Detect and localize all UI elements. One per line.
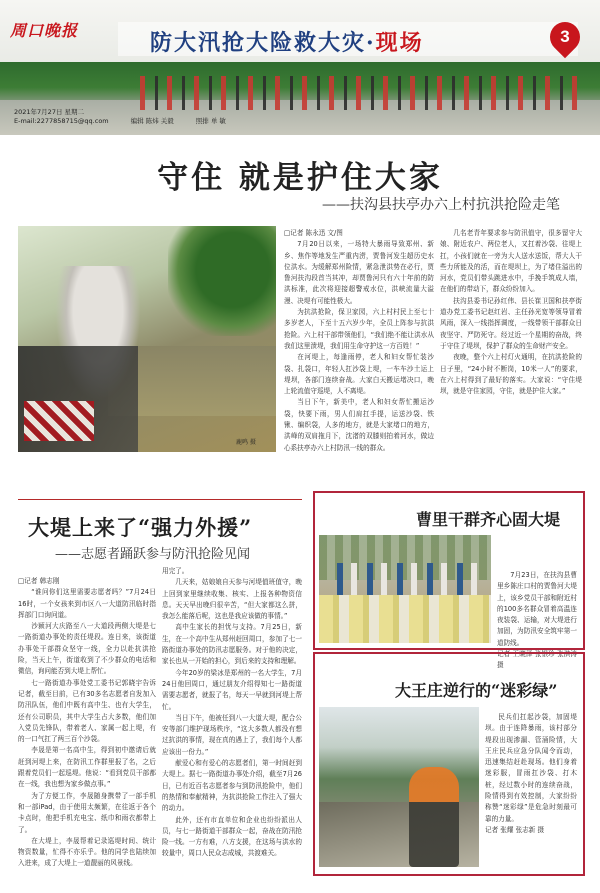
paragraph: 沙颍河大庆路至八一大道段两侧大堤是七一路街道办事处的责任堤段。连日来，该街道办事处干部群众坚守一线，全力以赴抗洪抢险，当天上午，街道收到了不少群众的电话和微信，询问能否到大堤上帮忙。 [18,622,156,676]
newspaper-logo: 周口晚报 [10,21,79,40]
email: E-mail:2277858715@qq.com [14,117,109,125]
meta-row [14,117,226,126]
lead-article-col2 [440,228,582,484]
caoli-text [497,570,577,670]
paragraph: 7月20日以来，一场特大暴雨导致郑州、新乡、焦作等地发生严重内涝，贾鲁河发生超历史水位洪水。为缓解郑州险情，紧急泄洪势在必行，贾鲁河扶沟段首当其冲，却贾鲁河只有六十年前的防洪标准，此次将迎接超警戒水位，洪峡流量大溢漫、决堤有可能性极大。 [284,240,434,305]
section-divider [18,499,302,500]
paragraph: 为抗洪抢险，保卫家园，六上村村民上至七十多岁老人，下至十五六岁少年，全员上阵参与抗洪抢险。六上村干部带领他们，“我们绝不能让洪水从我们这里溃堤，我们用生命守护这一方百姓！” [284,308,434,350]
page-header [0,0,600,135]
paragraph: 此外，还有市直单位和企业也纷纷派出人员，与七一路街道干部群众一起，奋战在防汛抢险一线。一方有难，八方支援，在这场与洪水的较量中，周口人民众志成城，共渡难关。 [162,815,302,858]
paragraph: 7月23日，在扶沟县曹里乡陈庄口村的贾鲁河大堤上，该乡党员干部和附近村的100多名群众冒着高温连夜装袋、运输，对大堤进行加固，为防汛安全筑牢第一道防线。 [497,571,577,647]
volunteer-headline: 大堤上来了“强力外援” [28,515,253,540]
issue-date: 2021年7月27日 星期二 [14,108,85,116]
lead-photo [18,226,276,452]
volunteer-article-col1 [18,576,156,876]
caoli-photo [319,535,491,643]
lead-article-col1 [284,228,434,484]
paragraph: 今年20岁的梁冰是郑州的一名大学生，7月24日他回周口，通过朋友介绍得知七一路街道需要志愿者，就报了名，每天一早就到河堤上帮忙。 [162,668,302,711]
volunteer-subheadline: ——志愿者踊跃参与防汛抢险见闻 [55,547,251,562]
paragraph: 七一路街道办事处党工委书记郭晓宇告诉记者，截至目前，已有30多名志愿者自发加入防汛队伍，他们中既有高中生、也有大学生，还有公司职员，其中大学生占大多数，他们加入党员先锋队，带着老人、家属一起上堤，有的一口气扛了两三百个沙袋。 [18,678,156,744]
paragraph: 扶沟县委书记孙红伟、县长崔卫国和扶亭街道办党工委书记赵红岩、主任孙光宽等领导冒着风雨，深入一线指挥调度，一线带领干部群众日夜坚守、严防死守。经过近一个星期的奋战，终于守住了堤坝，保护了群众的生命财产安全。 [440,296,582,350]
paragraph: 夜晚，整个六上村灯火通明，在抗洪抢险的日子里，“24小时不断岗，10米一人”的要求，在六上村得到了最好的落实。大家说：“守住堤坝，就是守住家园，守住，就是护住大家。” [440,353,582,396]
paragraph: 在大堤上，李晟帮着记录巡堤时间、统计物资数量，忙得不亦乐乎。他的同学也陆续加入进来，成了大堤上一道靓丽的风景线。 [18,836,156,868]
paragraph: 当日下午，他被任到八一大道大堤，配合公安等部门维护现场秩序，“这大多数人都没有想过抗洪的事情，现在真的遇上了，我们每个人都应该出一份力。” [162,713,302,756]
page-section-title [150,26,424,57]
paragraph: 当日下午，新美中，老人和妇女帮忙搬运沙袋，快要下雨，男人们肩扛手提，运送沙袋、铁锹、编织袋，人多的地方，就是大家堵口的地方，洪峰的双肩拖月下，沈渚的双膝则拍着河水，做边心系扶亭办六上村防汛一线的群众。 [284,398,434,452]
designer: 照排 单 敏 [195,117,226,125]
header-meta [14,108,226,126]
lead-byline: □记者 陈永迅 文/图 [284,229,343,237]
lead-photo-credit: 鹿鸣 摄 [236,439,256,446]
paragraph: 献爱心和有爱心的志愿者们，第一时间赶到大堤上。据七一路街道办事处介绍，截至7月26日，已有近百名志愿者参与到防汛抢险中，他们的热情和奉献精神，为抗洪抢险工作注入了强大的动力。 [162,759,302,813]
paragraph: 高中生家长的担忧与支持。7月25日，新生，在一个高中生从郑州赶回周口，参加了七一路街道办事处的防汛志愿服务。对于他的决定，家长也从一开始的担心，到后来的支持和理解。 [162,623,302,666]
paragraph: 几名老青年要求参与防汛值守，很多留守大娘、附近农户、两位老人，又扛着沙袋、往堤上扛，小孩们就在一旁为大人送水送饭，帮大人干些力所能及的活，而在堤坝上，为了堵住溢出的河水，党员们带头跳进水中，手挽手筑成人墙，在他们的带动下，群众纷纷加入。 [440,229,582,294]
header-crowd [140,76,580,110]
dawang-photo [319,707,479,867]
dawang-byline: 记者 张耀 张志新 摄 [485,825,545,834]
volunteer-article-col2 [162,566,302,876]
section-title-tag: 现场 [375,30,424,56]
lead-subheadline: ——扶沟县扶亭办六上村抗洪抢险走笔 [322,197,560,213]
editor: 编辑 陈炜 关毅 [130,117,174,125]
paragraph: 为了方便工作，李晟随身携带了一部手机和一部iPad，由于使用太频繁，在往返于各个卡点时，他把手机充电宝、纸巾和雨衣都带上了。 [18,791,156,834]
page-number: 3 [560,27,570,46]
paragraph: 用完了。 [162,567,189,575]
paragraph: 民兵们扛起沙袋，加固堤坝。由于连降暴雨，该村部分堤段出现渗漏、管涌险情，大王庄民兵应急分队闻令而动，迅速集结赶赴现场。他们身着迷彩服，冒雨扛沙袋、打木桩，经过数小时的连续奋战，险情得到有效控制，大家纷纷称赞“迷彩绿”是危急时刻最可靠的力量。 [485,713,577,823]
paragraph: 在河堤上，每逢雨停，老人和妇女帮忙装沙袋、扎袋口，年轻人扛沙袋上堤，一车车沙土运上堤坝，各部门连续奋战。大家白天搬运堵决口，晚上轮流值守巡堤，人不离堤。 [284,353,434,396]
dawang-headline: 大王庄逆行的“迷彩绿” [395,681,558,700]
caoli-byline: 记者 王晓泽 张银珍 张洪涛 摄 [497,650,577,670]
section-title-main: 防大汛抢大险救大灾· [150,30,376,56]
paragraph: 几天来，姑娘娘自天参与河堤值班值守，晚上回到家里继续收集、核实、上报各种物资信息。天天早出晚归很辛苦，“但大家都这么拼，我怎么能落后呢，这也是我应该做的事情。” [162,578,302,621]
volunteer-byline: □记者 韩志刚 [18,577,60,585]
paragraph: 李晟是第一名高中生，得到初中邀请后就赶到河堤上来，在防汛工作群里报了名，之后跟着党员们一起巡堤。他说：“看到党员干部都在一线，我也想为家乡做点事。” [18,746,156,789]
dawang-text [485,712,577,868]
paragraph: “谁问你们这里需要志愿者吗？”7月24日16时，一个女孩来到市区八一大道防汛临时指挥部门口询问道。 [18,588,156,619]
caoli-headline: 曹里干群齐心固大堤 [416,510,561,529]
lead-headline: 守住 就是护住大家 [157,160,443,196]
